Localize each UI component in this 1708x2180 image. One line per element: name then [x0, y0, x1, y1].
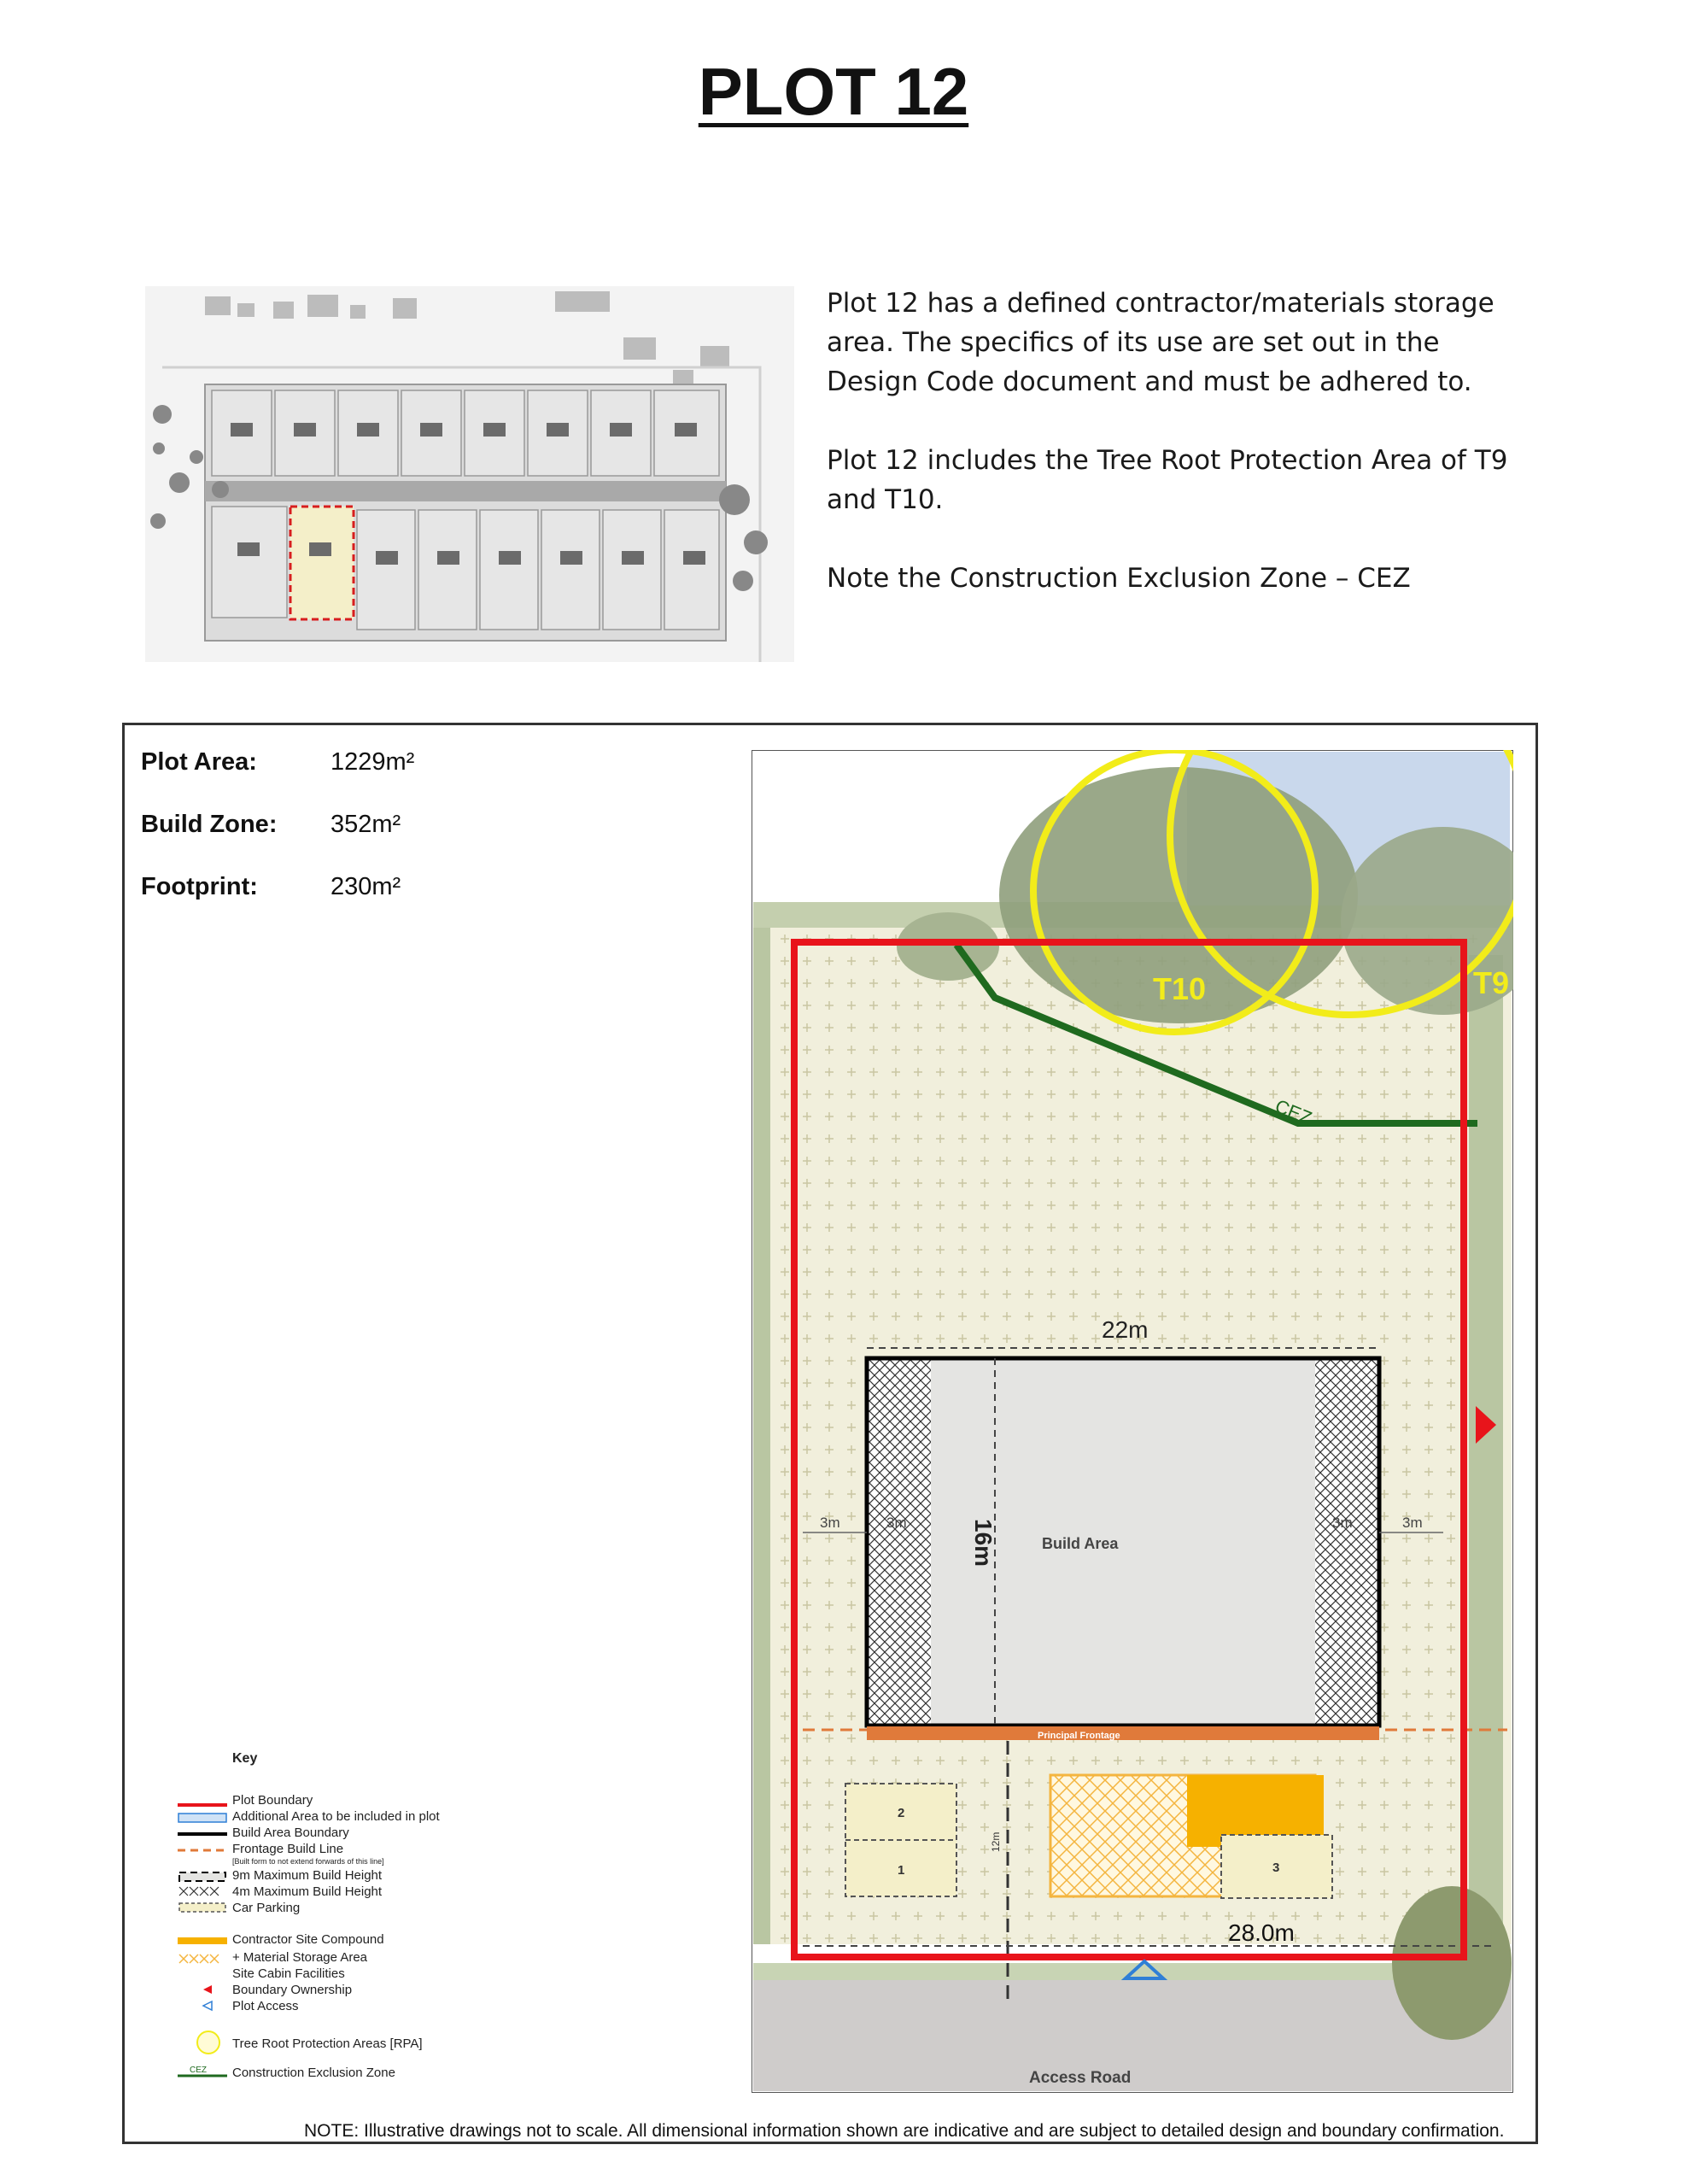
max-height-4m-symbol — [178, 1885, 227, 1897]
key-item: 4m Maximum Build Height — [232, 1884, 383, 1899]
key-item: Frontage Build Line — [232, 1842, 344, 1856]
plot-width-label: 28.0m — [1228, 1919, 1295, 1946]
intro-paragraph-1: Plot 12 has a defined contractor/materials storage area. The specifics of its use are set out in the Design Code document and must be adhered to. — [827, 288, 1494, 397]
principal-frontage-label: Principal Frontage — [1038, 1731, 1120, 1741]
site-cabin-label: 3 — [1272, 1861, 1280, 1875]
cez-symbol-text: CEZ — [190, 2066, 207, 2075]
intro-text — [827, 284, 1527, 637]
intro-paragraph-2: Plot 12 includes the Tree Root Protection Area of T9 and T10. — [827, 445, 1508, 515]
cez-label: CEZ — [1272, 1094, 1315, 1129]
stat-value: 230m² — [330, 873, 401, 900]
depth-dimension-label: 16m — [970, 1519, 997, 1568]
frontage-line-symbol — [178, 1844, 227, 1856]
build-area-label: Build Area — [1042, 1535, 1119, 1552]
parking-space-label: 1 — [898, 1863, 905, 1878]
intro-paragraph-3: Note the Construction Exclusion Zone – CEZ — [827, 563, 1411, 594]
key-item: Build Area Boundary — [232, 1825, 349, 1840]
access-road-label: Access Road — [1029, 2069, 1132, 2087]
key-item: Plot Boundary — [232, 1793, 313, 1808]
cez-symbol — [178, 2064, 227, 2079]
key-item: Contractor Site Compound — [232, 1932, 384, 1947]
key-item: Boundary Ownership — [232, 1983, 353, 1997]
driveway-dimension-label: 12m — [990, 1831, 1002, 1852]
setback-label: 3m — [1402, 1515, 1423, 1531]
additional-area-symbol — [178, 1812, 227, 1824]
page-title — [0, 53, 1667, 131]
material-storage-symbol — [178, 1953, 227, 1965]
stat-label: Footprint: — [141, 873, 258, 900]
key-item: Tree Root Protection Areas [RPA] — [232, 2036, 423, 2051]
contractor-compound-symbol — [178, 1935, 227, 1947]
stat-label: Build Zone: — [141, 811, 278, 838]
key-item: Car Parking — [232, 1901, 301, 1915]
plot-drawing — [752, 750, 1513, 2093]
max-height-9m-symbol — [178, 1871, 227, 1883]
key-item-note: [Built form to not extend forwards of this line] — [232, 1857, 384, 1866]
plot-access-symbol — [178, 2000, 227, 2012]
stat-value: 352m² — [330, 811, 401, 838]
boundary-ownership-symbol — [178, 1984, 227, 1995]
setback-label: 3m — [1332, 1515, 1353, 1531]
tree-t10-label: T10 — [1153, 971, 1207, 1006]
parking-space-label: 2 — [898, 1806, 905, 1820]
key-item: 9m Maximum Build Height — [232, 1868, 383, 1883]
car-parking-symbol — [178, 1902, 227, 1913]
plot-boundary-symbol — [178, 1799, 227, 1811]
setback-label: 3m — [820, 1515, 840, 1531]
key-item: Construction Exclusion Zone — [232, 2066, 395, 2080]
stat-label: Plot Area: — [141, 748, 257, 776]
key-item: + Material Storage Area — [232, 1950, 368, 1965]
key-item: Plot Access — [232, 1999, 299, 2013]
disclaimer-note: NOTE: Illustrative drawings not to scale. All dimensional information shown are indicative and are subject to detailed design and boundary confirmation. — [304, 2121, 1505, 2141]
key-title: Key — [232, 1751, 258, 1766]
page-title-text: PLOT 12 — [698, 54, 969, 129]
width-dimension-label: 22m — [1102, 1316, 1149, 1343]
build-area-boundary-symbol — [178, 1828, 227, 1840]
setback-label: 3m — [886, 1515, 907, 1531]
stat-value: 1229m² — [330, 748, 415, 776]
key-item: Site Cabin Facilities — [232, 1966, 345, 1981]
tree-t9-label: T9 — [1473, 965, 1510, 1000]
site-key-plan — [145, 286, 794, 662]
key-item: Additional Area to be included in plot — [232, 1809, 440, 1824]
rpa-symbol — [178, 2030, 227, 2055]
